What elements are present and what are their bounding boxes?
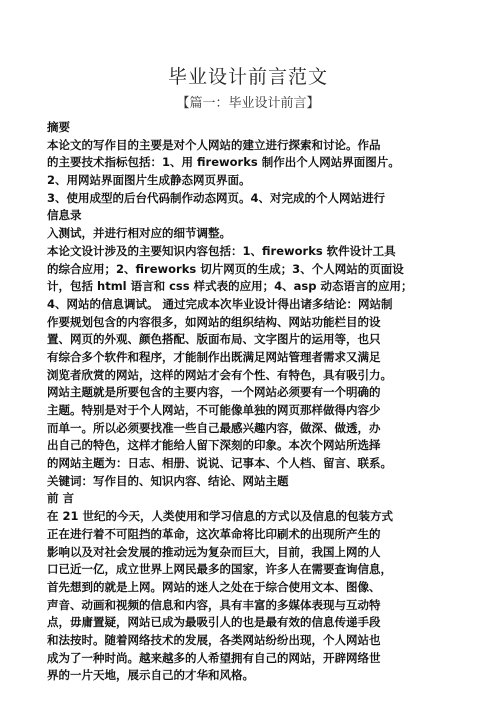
body-line: 正在进行着不可阻挡的革命，这次革命将比印刷术的出现所产生的 [47, 526, 381, 541]
body-line: 有综合多个软件和程序，才能制作出既满足网站管理者需求又满足 [47, 349, 381, 364]
body-line: 信息录 [47, 208, 82, 223]
body-line: 的综合应用；2、fireworks 切片网页的生成；3、个人网站的页面设 [47, 261, 404, 276]
document-title: 毕业设计前言范文 [167, 66, 328, 88]
body-line: 浏览者欣赏的网站，这样的网站才会有个性、有特色，具有吸引力。 [47, 367, 392, 382]
body-line: 4、网站的信息调试。 通过完成本次毕业设计得出诸多结论：网站制 [47, 296, 393, 311]
body-line: 前 言 [47, 491, 75, 506]
body-line: 摘要 [47, 120, 70, 134]
body-line: 口已近一亿，成立世界上网民最多的国家，许多人在需要查询信息， [47, 562, 392, 577]
body-line: 入测试，并进行相对应的细节调整。 [47, 226, 231, 241]
body-line: 首先想到的就是上网。网站的迷人之处在于综合使用文本、图像、 [47, 579, 381, 594]
body-line: 界的一片天地，展示自己的才华和风格。 [47, 668, 254, 683]
body-line: 关键词：写作目的、知识内容、结论、网站主题 [47, 473, 289, 488]
body-line: 计，包括 html 语言和 css 样式表的应用；4、asp 动态语言的应用； [47, 279, 413, 294]
body-line: 置、网页的外观、颜色搭配、版面布局、文字图片的运用等，也只 [47, 332, 381, 347]
body-line: 的网站主题为：日志、相册、说说、记事本、个人档、留言、联系。 [47, 456, 392, 471]
body-line: 本论文设计涉及的主要知识内容包括：1、fireworks 软件设计工具 [47, 243, 396, 258]
body-line: 而单一。所以必须要找准一些自己最感兴趣内容，做深、做透，办 [47, 420, 381, 435]
body-line: 的主要技术指标包括：1、用 fireworks 制作出个人网站界面图片。 [47, 155, 400, 170]
document-body [47, 119, 467, 685]
body-line: 声音、动画和视频的信息和内容，具有丰富的多媒体表现与互动特 [47, 597, 381, 612]
body-line: 出自己的特色，这样才能给人留下深刻的印象。本次个网站所选择 [47, 438, 381, 453]
body-line: 网站主题就是所要包含的主要内容，一个网站必须要有一个明确的 [47, 385, 381, 400]
body-line: 成为了一种时尚。越来越多的人希望拥有自己的网站，开辟网络世 [47, 650, 381, 665]
document-subtitle: 【篇一：毕业设计前言】 [176, 96, 320, 111]
body-line: 3、使用成型的后台代码制作动态网页。4、对完成的个人网站进行 [47, 190, 385, 205]
body-line: 2、用网站界面图片生成静态网页界面。 [47, 173, 251, 188]
body-line: 影响以及对社会发展的推动远为复杂而巨大，目前，我国上网的人 [47, 544, 381, 559]
body-line: 作要规划包含的内容很多，如网站的组织结构、网站功能栏目的设 [47, 314, 381, 329]
body-line: 在 21 世纪的今天，人类使用和学习信息的方式以及信息的包装方式 [47, 509, 394, 524]
body-line: 主题。特别是对于个人网站，不可能像单独的网页那样做得内容少 [47, 403, 381, 417]
body-line: 和法按时。随着网络技术的发展，各类网站纷纷出现，个人网站也 [47, 632, 381, 647]
body-line: 本论文的写作目的主要是对个人网站的建立进行探索和讨论。作品 [47, 137, 381, 152]
body-line: 点，毋庸置疑，网站已成为最吸引人的也是最有效的信息传递手段 [47, 615, 381, 630]
